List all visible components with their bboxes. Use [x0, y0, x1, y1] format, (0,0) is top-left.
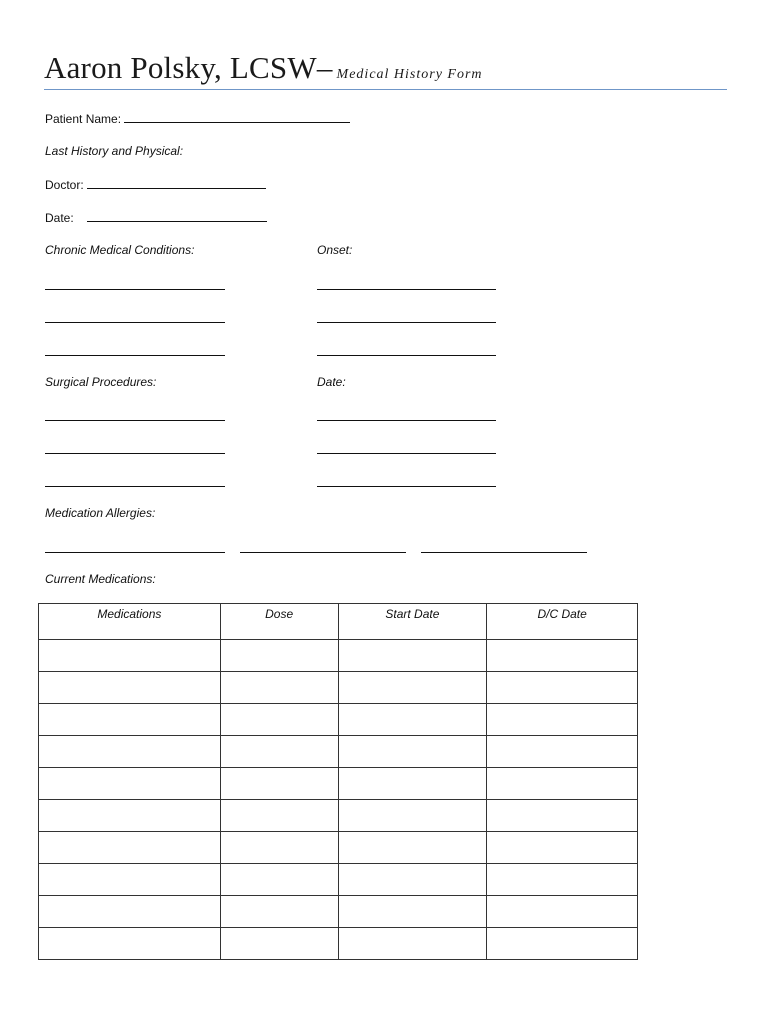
- surgical-procedures-label: Surgical Procedures:: [45, 375, 157, 389]
- dc-date-cell[interactable]: [487, 736, 638, 768]
- surgical-date-line-1[interactable]: [317, 420, 496, 421]
- medication-cell[interactable]: [39, 864, 221, 896]
- dc-date-cell[interactable]: [487, 928, 638, 960]
- surgical-procedure-line-1[interactable]: [45, 420, 225, 421]
- header-medications: Medications: [39, 604, 221, 640]
- surgical-date-line-2[interactable]: [317, 453, 496, 454]
- chronic-condition-line-2[interactable]: [45, 322, 225, 323]
- dose-cell[interactable]: [220, 832, 338, 864]
- start-date-cell[interactable]: [338, 832, 487, 864]
- table-row: [39, 640, 638, 672]
- medication-cell[interactable]: [39, 832, 221, 864]
- table-row: [39, 704, 638, 736]
- dc-date-cell[interactable]: [487, 768, 638, 800]
- table-row: [39, 832, 638, 864]
- start-date-cell[interactable]: [338, 736, 487, 768]
- start-date-cell[interactable]: [338, 896, 487, 928]
- surgical-date-line-3[interactable]: [317, 486, 496, 487]
- dose-cell[interactable]: [220, 864, 338, 896]
- table-row: [39, 736, 638, 768]
- dc-date-cell[interactable]: [487, 704, 638, 736]
- medication-cell[interactable]: [39, 928, 221, 960]
- medication-cell[interactable]: [39, 768, 221, 800]
- dc-date-cell[interactable]: [487, 896, 638, 928]
- start-date-cell[interactable]: [338, 672, 487, 704]
- date-label: Date:: [45, 211, 74, 225]
- table-row: [39, 864, 638, 896]
- table-row: [39, 928, 638, 960]
- start-date-cell[interactable]: [338, 768, 487, 800]
- surgical-procedure-line-3[interactable]: [45, 486, 225, 487]
- start-date-cell[interactable]: [338, 640, 487, 672]
- dc-date-cell[interactable]: [487, 800, 638, 832]
- onset-label: Onset:: [317, 243, 353, 257]
- form-title-main: Aaron Polsky, LCSW–: [44, 50, 333, 85]
- last-history-label: Last History and Physical:: [45, 144, 184, 158]
- header-dc-date: D/C Date: [487, 604, 638, 640]
- medication-cell[interactable]: [39, 736, 221, 768]
- surgical-date-label: Date:: [317, 375, 346, 389]
- start-date-cell[interactable]: [338, 864, 487, 896]
- form-title: [44, 50, 483, 86]
- patient-name-row: [45, 111, 350, 126]
- dc-date-cell[interactable]: [487, 864, 638, 896]
- start-date-cell[interactable]: [338, 928, 487, 960]
- chronic-conditions-label: Chronic Medical Conditions:: [45, 243, 195, 257]
- dose-cell[interactable]: [220, 896, 338, 928]
- doctor-label: Doctor:: [45, 178, 84, 192]
- medication-cell[interactable]: [39, 640, 221, 672]
- title-rule: [44, 89, 727, 90]
- medication-cell[interactable]: [39, 704, 221, 736]
- start-date-cell[interactable]: [338, 704, 487, 736]
- dose-cell[interactable]: [220, 736, 338, 768]
- dc-date-cell[interactable]: [487, 672, 638, 704]
- allergy-line-2[interactable]: [240, 552, 406, 553]
- dc-date-cell[interactable]: [487, 640, 638, 672]
- doctor-row: [45, 177, 266, 192]
- dose-cell[interactable]: [220, 704, 338, 736]
- patient-name-label: Patient Name:: [45, 112, 122, 126]
- medications-table: [38, 603, 638, 960]
- dose-cell[interactable]: [220, 768, 338, 800]
- allergy-line-3[interactable]: [421, 552, 587, 553]
- medication-cell[interactable]: [39, 896, 221, 928]
- surgical-procedure-line-2[interactable]: [45, 453, 225, 454]
- dc-date-cell[interactable]: [487, 832, 638, 864]
- table-row: [39, 800, 638, 832]
- medication-allergies-label: Medication Allergies:: [45, 506, 156, 520]
- form-subtitle: Medical History Form: [336, 67, 483, 82]
- dose-cell[interactable]: [220, 800, 338, 832]
- onset-line-2[interactable]: [317, 322, 496, 323]
- onset-line-3[interactable]: [317, 355, 496, 356]
- chronic-condition-line-1[interactable]: [45, 289, 225, 290]
- date-row: [45, 210, 267, 225]
- table-row: [39, 672, 638, 704]
- chronic-condition-line-3[interactable]: [45, 355, 225, 356]
- table-row: [39, 768, 638, 800]
- table-header-row: [39, 604, 638, 640]
- dose-cell[interactable]: [220, 640, 338, 672]
- dose-cell[interactable]: [220, 672, 338, 704]
- table-row: [39, 896, 638, 928]
- onset-line-1[interactable]: [317, 289, 496, 290]
- start-date-cell[interactable]: [338, 800, 487, 832]
- medication-cell[interactable]: [39, 672, 221, 704]
- header-dose: Dose: [220, 604, 338, 640]
- header-start-date: Start Date: [338, 604, 487, 640]
- allergy-line-1[interactable]: [45, 552, 225, 553]
- date-field[interactable]: [87, 210, 267, 222]
- dose-cell[interactable]: [220, 928, 338, 960]
- medication-cell[interactable]: [39, 800, 221, 832]
- doctor-field[interactable]: [87, 177, 266, 189]
- current-medications-label: Current Medications:: [45, 572, 156, 586]
- patient-name-field[interactable]: [124, 111, 350, 123]
